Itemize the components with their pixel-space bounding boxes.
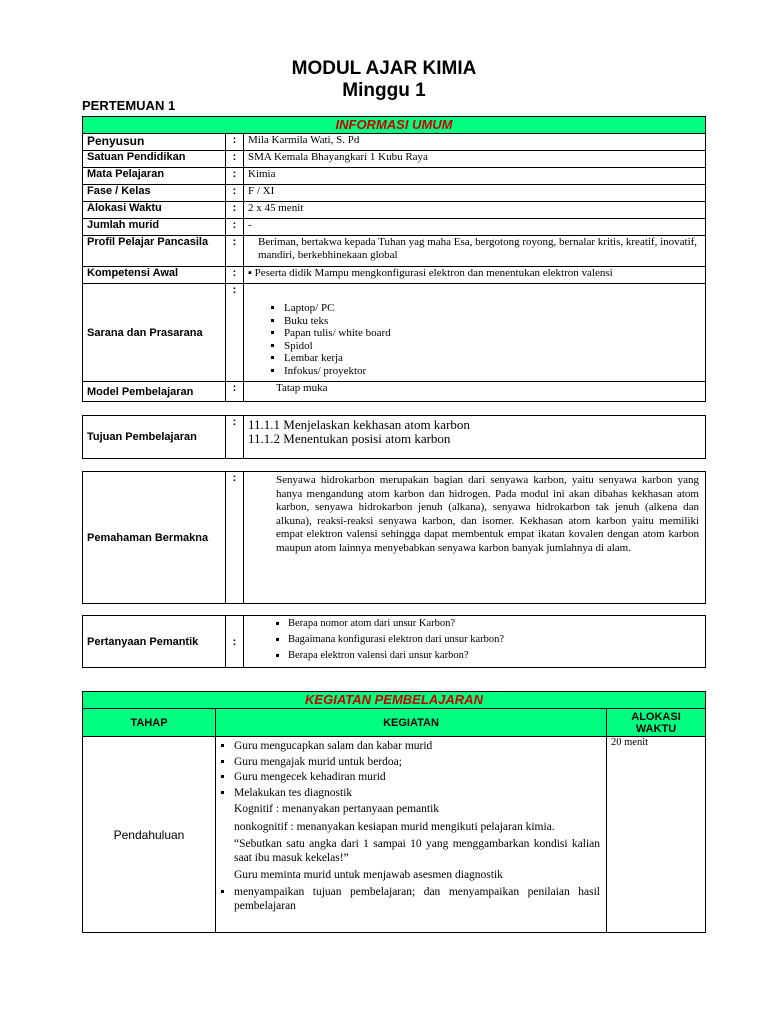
bullet-icon: ▪: [248, 267, 252, 279]
colon: :: [226, 472, 244, 604]
info-value-satuan: SMA Kemala Bhayangkari 1 Kubu Raya: [244, 151, 706, 168]
list-item: ▪ Guru mengajak murid untuk berdoa;: [234, 755, 600, 771]
info-value-sarana: [244, 284, 706, 382]
colon: :: [226, 267, 244, 284]
kegiatan-line: Kognitif : menanyakan pertanyaan pemantik: [234, 803, 440, 815]
document-title: MODUL AJAR KIMIA: [291, 58, 477, 79]
list-item: ▪ Laptop/ PC: [284, 302, 701, 315]
pertanyaan-value: [244, 616, 706, 668]
list-item: ▪ Berapa nomor atom dari unsur Karbon?: [288, 616, 701, 632]
kegiatan-line: nonkognitif : menanyakan kesiapan murid mengikuti pelajaran kimia.: [234, 820, 555, 833]
colon: :: [226, 416, 244, 459]
info-value-jumlah: -: [244, 219, 706, 236]
info-label-jumlah: Jumlah murid: [83, 219, 226, 236]
pertanyaan-table: [82, 615, 706, 668]
info-label-mapel: Mata Pelajaran: [83, 168, 226, 185]
col-alokasi: ALOKASI WAKTU: [607, 709, 706, 737]
colon: :: [226, 219, 244, 236]
colon: :: [226, 168, 244, 185]
col-kegiatan: KEGIATAN: [216, 709, 607, 737]
info-label-profil: Profil Pelajar Pancasila: [83, 236, 226, 267]
pertanyaan-list: [274, 616, 701, 664]
info-label-alokasi: Alokasi Waktu: [83, 202, 226, 219]
info-label-penyusun: Penyusun: [83, 134, 226, 151]
kegiatan-line: “Sebutkan satu angka dari 1 sampai 10 yang menggambarkan kondisi kalian saat ibu masuk kekelas!”: [234, 838, 600, 864]
alokasi-value: 20 menit: [607, 737, 706, 933]
kegiatan-header: KEGIATAN PEMBELAJARAN: [83, 692, 706, 709]
info-table: [82, 116, 706, 402]
colon: :: [226, 185, 244, 202]
list-item: ▪ Papan tulis/ white board: [284, 327, 701, 340]
list-item: ▪ Berapa elektron valensi dari unsur karbon?: [288, 648, 701, 664]
pertanyaan-label: Pertanyaan Pemantik: [83, 616, 226, 668]
pemahaman-label: Pemahaman Bermakna: [83, 472, 226, 604]
info-label-sarana: Sarana dan Prasarana: [83, 284, 226, 382]
tujuan-item: 11.1.1 Menjelaskan kekhasan atom karbon: [248, 417, 470, 432]
list-item: ▪ Guru mengecek kehadiran murid: [234, 770, 600, 786]
tujuan-item: 11.1.2 Menentukan posisi atom karbon: [248, 431, 451, 446]
tujuan-label: Tujuan Pembelajaran: [83, 416, 226, 459]
info-value-penyusun: Mila Karmila Wati, S. Pd: [244, 134, 706, 151]
info-value-fase: F / XI: [244, 185, 706, 202]
info-label-model: Model Pembelajaran: [83, 382, 226, 402]
colon: :: [226, 236, 244, 267]
info-label-satuan: Satuan Pendidikan: [83, 151, 226, 168]
kegiatan-list: [222, 739, 600, 801]
pemahaman-value: Senyawa hidrokarbon merupakan bagian dari senyawa karbon, yaitu senyawa karbon yang hanya mengandung atom karbon dan hidrogen. Pada modul ini akan dibahas kekhasan atom karbon, senyawa hidrokarbon jenuh (alkana), senyawa hidrokarbon tak jenuh (alkena dan alkuna), reaksi-reaksi senyawa karbon, dan isomer. Kekhasan atom karbon yaitu memiliki empat elektron valensi sehingga dapat membentuk empat ikatan kovalen dengan atom karbon maupun atom lainnya menyebabkan senyawa karbon banyak jumlahnya di alam.: [244, 472, 706, 604]
kegiatan-detail: [222, 803, 600, 883]
pemahaman-table: [82, 471, 706, 604]
document-subtitle: Minggu 1: [342, 80, 426, 101]
list-item: ▪ Melakukan tes diagnostik: [234, 786, 600, 802]
list-item: ▪ menyampaikan tujuan pembelajaran; dan menyampaikan penilaian hasil pembelajaran: [234, 885, 600, 913]
colon: :: [226, 382, 244, 402]
info-value-mapel: Kimia: [244, 168, 706, 185]
info-value-alokasi: 2 x 45 menit: [244, 202, 706, 219]
info-header: INFORMASI UMUM: [83, 117, 706, 134]
colon: :: [226, 134, 244, 151]
tujuan-table: [82, 415, 706, 459]
list-item: ▪ Guru mengucapkan salam dan kabar murid: [234, 739, 600, 755]
list-item: ▪ Lembar kerja: [284, 352, 701, 365]
colon: :: [226, 202, 244, 219]
info-label-kompetensi: Kompetensi Awal: [83, 267, 226, 284]
tujuan-value: [244, 416, 706, 459]
colon: :: [226, 284, 244, 382]
info-label-fase: Fase / Kelas: [83, 185, 226, 202]
sarana-list: [270, 302, 701, 377]
kegiatan-table: [82, 691, 706, 933]
kegiatan-list-2: [222, 885, 600, 913]
list-item: ▪ Infokus/ proyektor: [284, 365, 701, 378]
list-item: ▪ Bagaimana konfigurasi elektron dari unsur karbon?: [288, 632, 701, 648]
tahap-pendahuluan: Pendahuluan: [83, 737, 216, 933]
pertemuan-heading: PERTEMUAN 1: [82, 98, 176, 113]
info-value-kompetensi: ▪ Peserta didik Mampu mengkonfigurasi elektron dan menentukan elektron valensi: [244, 267, 706, 284]
colon: :: [226, 616, 244, 668]
list-item: ▪ Spidol: [284, 340, 701, 353]
col-tahap: TAHAP: [83, 709, 216, 737]
info-value-model: Tatap muka: [244, 382, 706, 402]
info-value-profil: Beriman, bertakwa kepada Tuhan yag maha Esa, bergotong royong, bernalar kritis, kreatif, inovatif, mandiri, berkebhinekaan global: [244, 236, 706, 267]
kegiatan-content: [216, 737, 607, 933]
list-item: ▪ Buku teks: [284, 315, 701, 328]
colon: :: [226, 151, 244, 168]
kegiatan-line: Guru meminta murid untuk menjawab asesmen diagnostik: [234, 869, 503, 881]
